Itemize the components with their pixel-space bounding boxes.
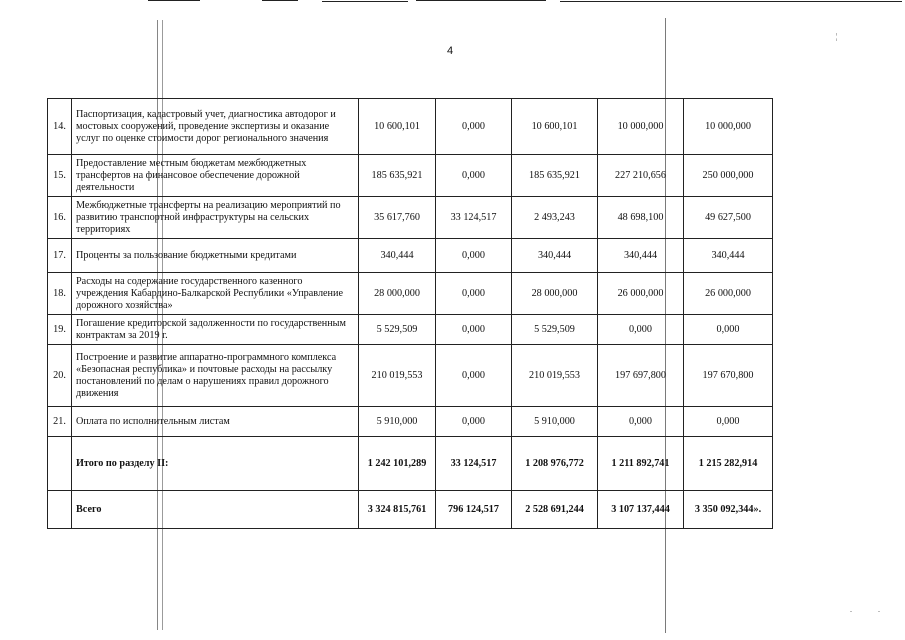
value-cell-v5: 26 000,000 [684, 273, 773, 315]
value-cell-v2: 0,000 [436, 345, 512, 407]
value-cell-v5: 10 000,000 [684, 99, 773, 155]
total-row [48, 437, 773, 491]
value-cell-v2: 0,000 [436, 99, 512, 155]
scan-speck: . [878, 605, 880, 614]
row-description: Погашение кредиторской задолженности по государственным контрактам за 2019 г. [72, 315, 359, 345]
value-cell-v3: 185 635,921 [512, 155, 598, 197]
value-cell-v4: 340,444 [598, 239, 684, 273]
value-cell-v5: 197 670,800 [684, 345, 773, 407]
total-row [48, 491, 773, 529]
table-row [48, 273, 773, 315]
scan-speck: ¦ [836, 32, 838, 41]
table-row [48, 345, 773, 407]
row-number-empty [48, 437, 72, 491]
row-description: Предоставление местным бюджетам межбюджетных трансфертов на финансовое обеспечение дорожной деятельности [72, 155, 359, 197]
value-cell-v2: 33 124,517 [436, 197, 512, 239]
value-cell-v4: 10 000,000 [598, 99, 684, 155]
value-cell-v5: 49 627,500 [684, 197, 773, 239]
row-number: 15. [48, 155, 72, 197]
scan-line-top-4 [416, 0, 546, 1]
row-number: 20. [48, 345, 72, 407]
value-cell-v4: 0,000 [598, 315, 684, 345]
scan-line-top-1 [148, 0, 200, 1]
value-cell-v5: 250 000,000 [684, 155, 773, 197]
value-cell-v5: 0,000 [684, 315, 773, 345]
table-row [48, 155, 773, 197]
value-cell-v3: 210 019,553 [512, 345, 598, 407]
total-cell-v2: 796 124,517 [436, 491, 512, 529]
scan-line-top-3 [322, 1, 408, 2]
scan-speck: . [850, 605, 852, 614]
row-number: 14. [48, 99, 72, 155]
value-cell-v1: 210 019,553 [359, 345, 436, 407]
row-number: 19. [48, 315, 72, 345]
row-description: Расходы на содержание государственного казенного учреждения Кабардино-Балкарской Республики «Управление дорожного хозяйства» [72, 273, 359, 315]
value-cell-v3: 10 600,101 [512, 99, 598, 155]
value-cell-v2: 0,000 [436, 155, 512, 197]
value-cell-v5: 0,000 [684, 407, 773, 437]
page-number: 4 [446, 45, 454, 57]
value-cell-v1: 340,444 [359, 239, 436, 273]
row-description: Межбюджетные трансферты на реализацию мероприятий по развитию транспортной инфраструктуры на сельских территориях [72, 197, 359, 239]
value-cell-v2: 0,000 [436, 239, 512, 273]
value-cell-v3: 28 000,000 [512, 273, 598, 315]
table-row [48, 197, 773, 239]
total-cell-v2: 33 124,517 [436, 437, 512, 491]
value-cell-v1: 5 910,000 [359, 407, 436, 437]
row-number: 21. [48, 407, 72, 437]
total-cell-v1: 3 324 815,761 [359, 491, 436, 529]
value-cell-v4: 0,000 [598, 407, 684, 437]
value-cell-v4: 48 698,100 [598, 197, 684, 239]
scan-line-top-2 [262, 0, 298, 1]
value-cell-v2: 0,000 [436, 273, 512, 315]
total-cell-v3: 2 528 691,244 [512, 491, 598, 529]
row-number: 16. [48, 197, 72, 239]
value-cell-v3: 340,444 [512, 239, 598, 273]
value-cell-v3: 5 529,509 [512, 315, 598, 345]
value-cell-v2: 0,000 [436, 315, 512, 345]
value-cell-v1: 35 617,760 [359, 197, 436, 239]
budget-table [47, 98, 773, 529]
value-cell-v4: 227 210,656 [598, 155, 684, 197]
value-cell-v5: 340,444 [684, 239, 773, 273]
value-cell-v4: 197 697,800 [598, 345, 684, 407]
scan-line-top-5 [560, 1, 902, 2]
row-number: 18. [48, 273, 72, 315]
value-cell-v4: 26 000,000 [598, 273, 684, 315]
table-row [48, 315, 773, 345]
row-description: Проценты за пользование бюджетными кредитами [72, 239, 359, 273]
total-cell-v5: 1 215 282,914 [684, 437, 773, 491]
table-row [48, 407, 773, 437]
total-cell-v5: 3 350 092,344». [684, 491, 773, 529]
value-cell-v1: 10 600,101 [359, 99, 436, 155]
value-cell-v3: 5 910,000 [512, 407, 598, 437]
value-cell-v1: 28 000,000 [359, 273, 436, 315]
total-cell-v3: 1 208 976,772 [512, 437, 598, 491]
value-cell-v1: 185 635,921 [359, 155, 436, 197]
value-cell-v2: 0,000 [436, 407, 512, 437]
table-row [48, 239, 773, 273]
total-cell-v4: 1 211 892,741 [598, 437, 684, 491]
value-cell-v1: 5 529,509 [359, 315, 436, 345]
row-description: Оплата по исполнительным листам [72, 407, 359, 437]
row-description: Построение и развитие аппаратно-программного комплекса «Безопасная республика» и почтовые расходы на рассылку постановлений по делам о нарушениях правил дорожного движения [72, 345, 359, 407]
total-cell-v1: 1 242 101,289 [359, 437, 436, 491]
row-description: Паспортизация, кадастровый учет, диагностика автодорог и мостовых сооружений, проведение экспертизы и оказание услуг по оценке стоимости дорог регионального значения [72, 99, 359, 155]
row-number-empty [48, 491, 72, 529]
table-row [48, 99, 773, 155]
value-cell-v3: 2 493,243 [512, 197, 598, 239]
total-label: Итого по разделу II: [72, 437, 359, 491]
total-cell-v4: 3 107 137,444 [598, 491, 684, 529]
row-number: 17. [48, 239, 72, 273]
total-label: Всего [72, 491, 359, 529]
